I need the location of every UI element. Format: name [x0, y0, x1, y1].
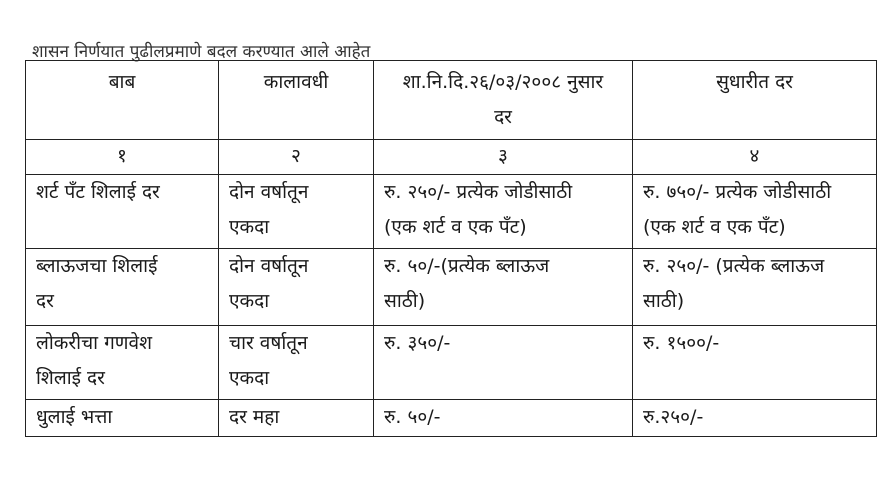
cut-off-text: शासन निर्णयात पुढीलप्रमाणे बदल करण्यात आले आहेत [32, 42, 371, 62]
column-number-4: ४ [633, 140, 877, 175]
cut-off-text-line [32, 32, 371, 62]
cell-new-rate: रु. ७५०/- प्रत्येक जोडीसाठी (एक शर्ट व एक पँट) [633, 175, 877, 249]
uniform-rates-table [25, 60, 877, 437]
cell-new-rate: रु. १५००/- [633, 326, 877, 400]
cell-item: ब्लाऊजचा शिलाई दर [26, 249, 219, 326]
column-number-3: ३ [374, 140, 633, 175]
cell-new-rate: रु.२५०/- [633, 400, 877, 437]
cell-item: लोकरीचा गणवेश शिलाई दर [26, 326, 219, 400]
column-number-2: २ [219, 140, 374, 175]
cell-period: चार वर्षातून एकदा [219, 326, 374, 400]
header-new-rate: सुधारीत दर [633, 61, 877, 140]
cell-old-rate: रु. ५०/- [374, 400, 633, 437]
header-row [26, 61, 877, 140]
cell-old-rate: रु. ३५०/- [374, 326, 633, 400]
header-period: कालावधी [219, 61, 374, 140]
cell-new-rate: रु. २५०/- (प्रत्येक ब्लाऊज साठी) [633, 249, 877, 326]
header-item: बाब [26, 61, 219, 140]
cell-old-rate: रु. ५०/-(प्रत्येक ब्लाऊज साठी) [374, 249, 633, 326]
column-number-row [26, 140, 877, 175]
table-row [26, 175, 877, 249]
cell-period: दर महा [219, 400, 374, 437]
cell-item: शर्ट पँट शिलाई दर [26, 175, 219, 249]
column-number-1: १ [26, 140, 219, 175]
table-row [26, 326, 877, 400]
cell-period: दोन वर्षातून एकदा [219, 249, 374, 326]
cell-period: दोन वर्षातून एकदा [219, 175, 374, 249]
table-row [26, 249, 877, 326]
table-row [26, 400, 877, 437]
cell-item: धुलाई भत्ता [26, 400, 219, 437]
header-old-rate: शा.नि.दि.२६/०३/२००८ नुसार दर [374, 61, 633, 140]
cell-old-rate: रु. २५०/- प्रत्येक जोडीसाठी (एक शर्ट व एक पँट) [374, 175, 633, 249]
